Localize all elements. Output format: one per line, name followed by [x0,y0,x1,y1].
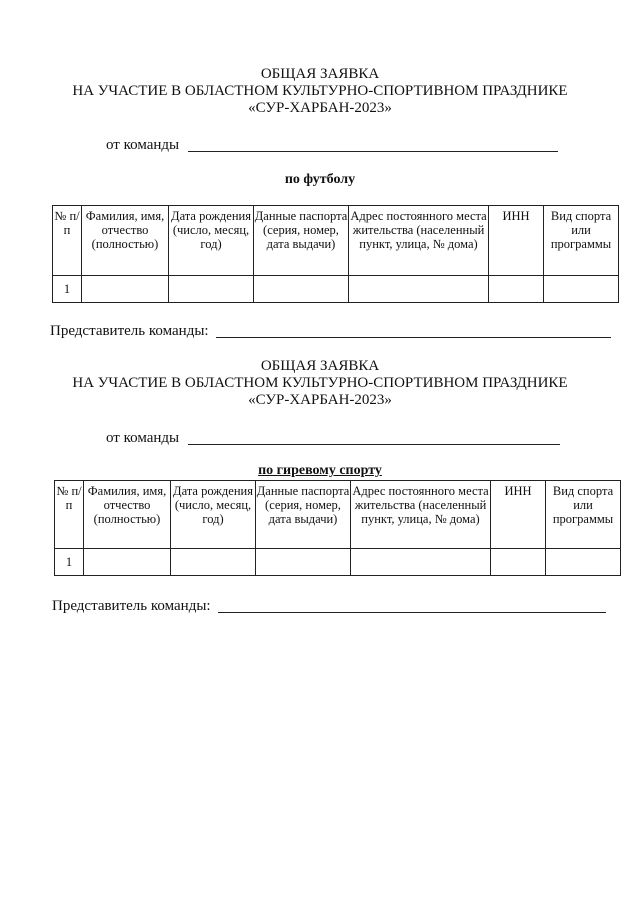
cell-birth-date[interactable] [169,276,254,303]
form-heading-2 [0,358,640,409]
sport-title: по футболу [284,172,356,187]
header-passport: Данные паспорта (серия, номер, дата выдачи) [256,481,351,549]
cell-sport-type[interactable] [546,549,621,576]
header-number: № п/п [55,481,84,549]
header-address: Адрес постоянного места жительства (населенный пункт, улица, № дома) [351,481,491,549]
team-name-field[interactable] [188,151,558,152]
cell-inn[interactable] [491,549,546,576]
header-inn: ИНН [489,206,544,276]
team-name-field[interactable] [188,444,560,445]
heading-subtitle: НА УЧАСТИЕ В ОБЛАСТНОМ КУЛЬТУРНО-СПОРТИВНОМ ПРАЗДНИКЕ [72,83,568,99]
representative-label: Представитель команды: [50,323,209,339]
heading-title: ОБЩАЯ ЗАЯВКА [260,66,380,82]
heading-event-name: «СУР-ХАРБАН-2023» [248,392,392,408]
cell-birth-date[interactable] [171,549,256,576]
heading-subtitle: НА УЧАСТИЕ В ОБЛАСТНОМ КУЛЬТУРНО-СПОРТИВНОМ ПРАЗДНИКЕ [72,375,568,391]
representative-field[interactable] [218,612,606,613]
header-address: Адрес постоянного места жительства (населенный пункт, улица, № дома) [349,206,489,276]
table-header-row [55,481,621,549]
cell-passport[interactable] [256,549,351,576]
table-row [55,549,621,576]
representative-label: Представитель команды: [52,598,211,614]
application-table-kettlebell [54,480,621,576]
cell-full-name[interactable] [84,549,171,576]
header-sport-type: Вид спорта или программы [544,206,619,276]
team-label: от команды [106,137,180,153]
heading-event-name: «СУР-ХАРБАН-2023» [248,100,392,116]
header-passport: Данные паспорта (серия, номер, дата выдачи) [254,206,349,276]
cell-sport-type[interactable] [544,276,619,303]
header-birth-date: Дата рождения (число, месяц, год) [169,206,254,276]
heading-title: ОБЩАЯ ЗАЯВКА [260,358,380,374]
header-full-name: Фамилия, имя, отчество (полностью) [82,206,169,276]
cell-address[interactable] [351,549,491,576]
team-label: от команды [106,430,180,446]
header-full-name: Фамилия, имя, отчество (полностью) [84,481,171,549]
row-number: 1 [53,276,82,303]
header-inn: ИНН [491,481,546,549]
sport-title: по гиревому спорту [258,463,382,478]
header-birth-date: Дата рождения (число, месяц, год) [171,481,256,549]
form-heading-1 [0,66,640,117]
header-number: № п/п [53,206,82,276]
representative-field[interactable] [216,337,611,338]
cell-inn[interactable] [489,276,544,303]
cell-passport[interactable] [254,276,349,303]
cell-address[interactable] [349,276,489,303]
table-row [53,276,619,303]
table-header-row [53,206,619,276]
application-table-football [52,205,619,303]
row-number: 1 [55,549,84,576]
cell-full-name[interactable] [82,276,169,303]
header-sport-type: Вид спорта или программы [546,481,621,549]
